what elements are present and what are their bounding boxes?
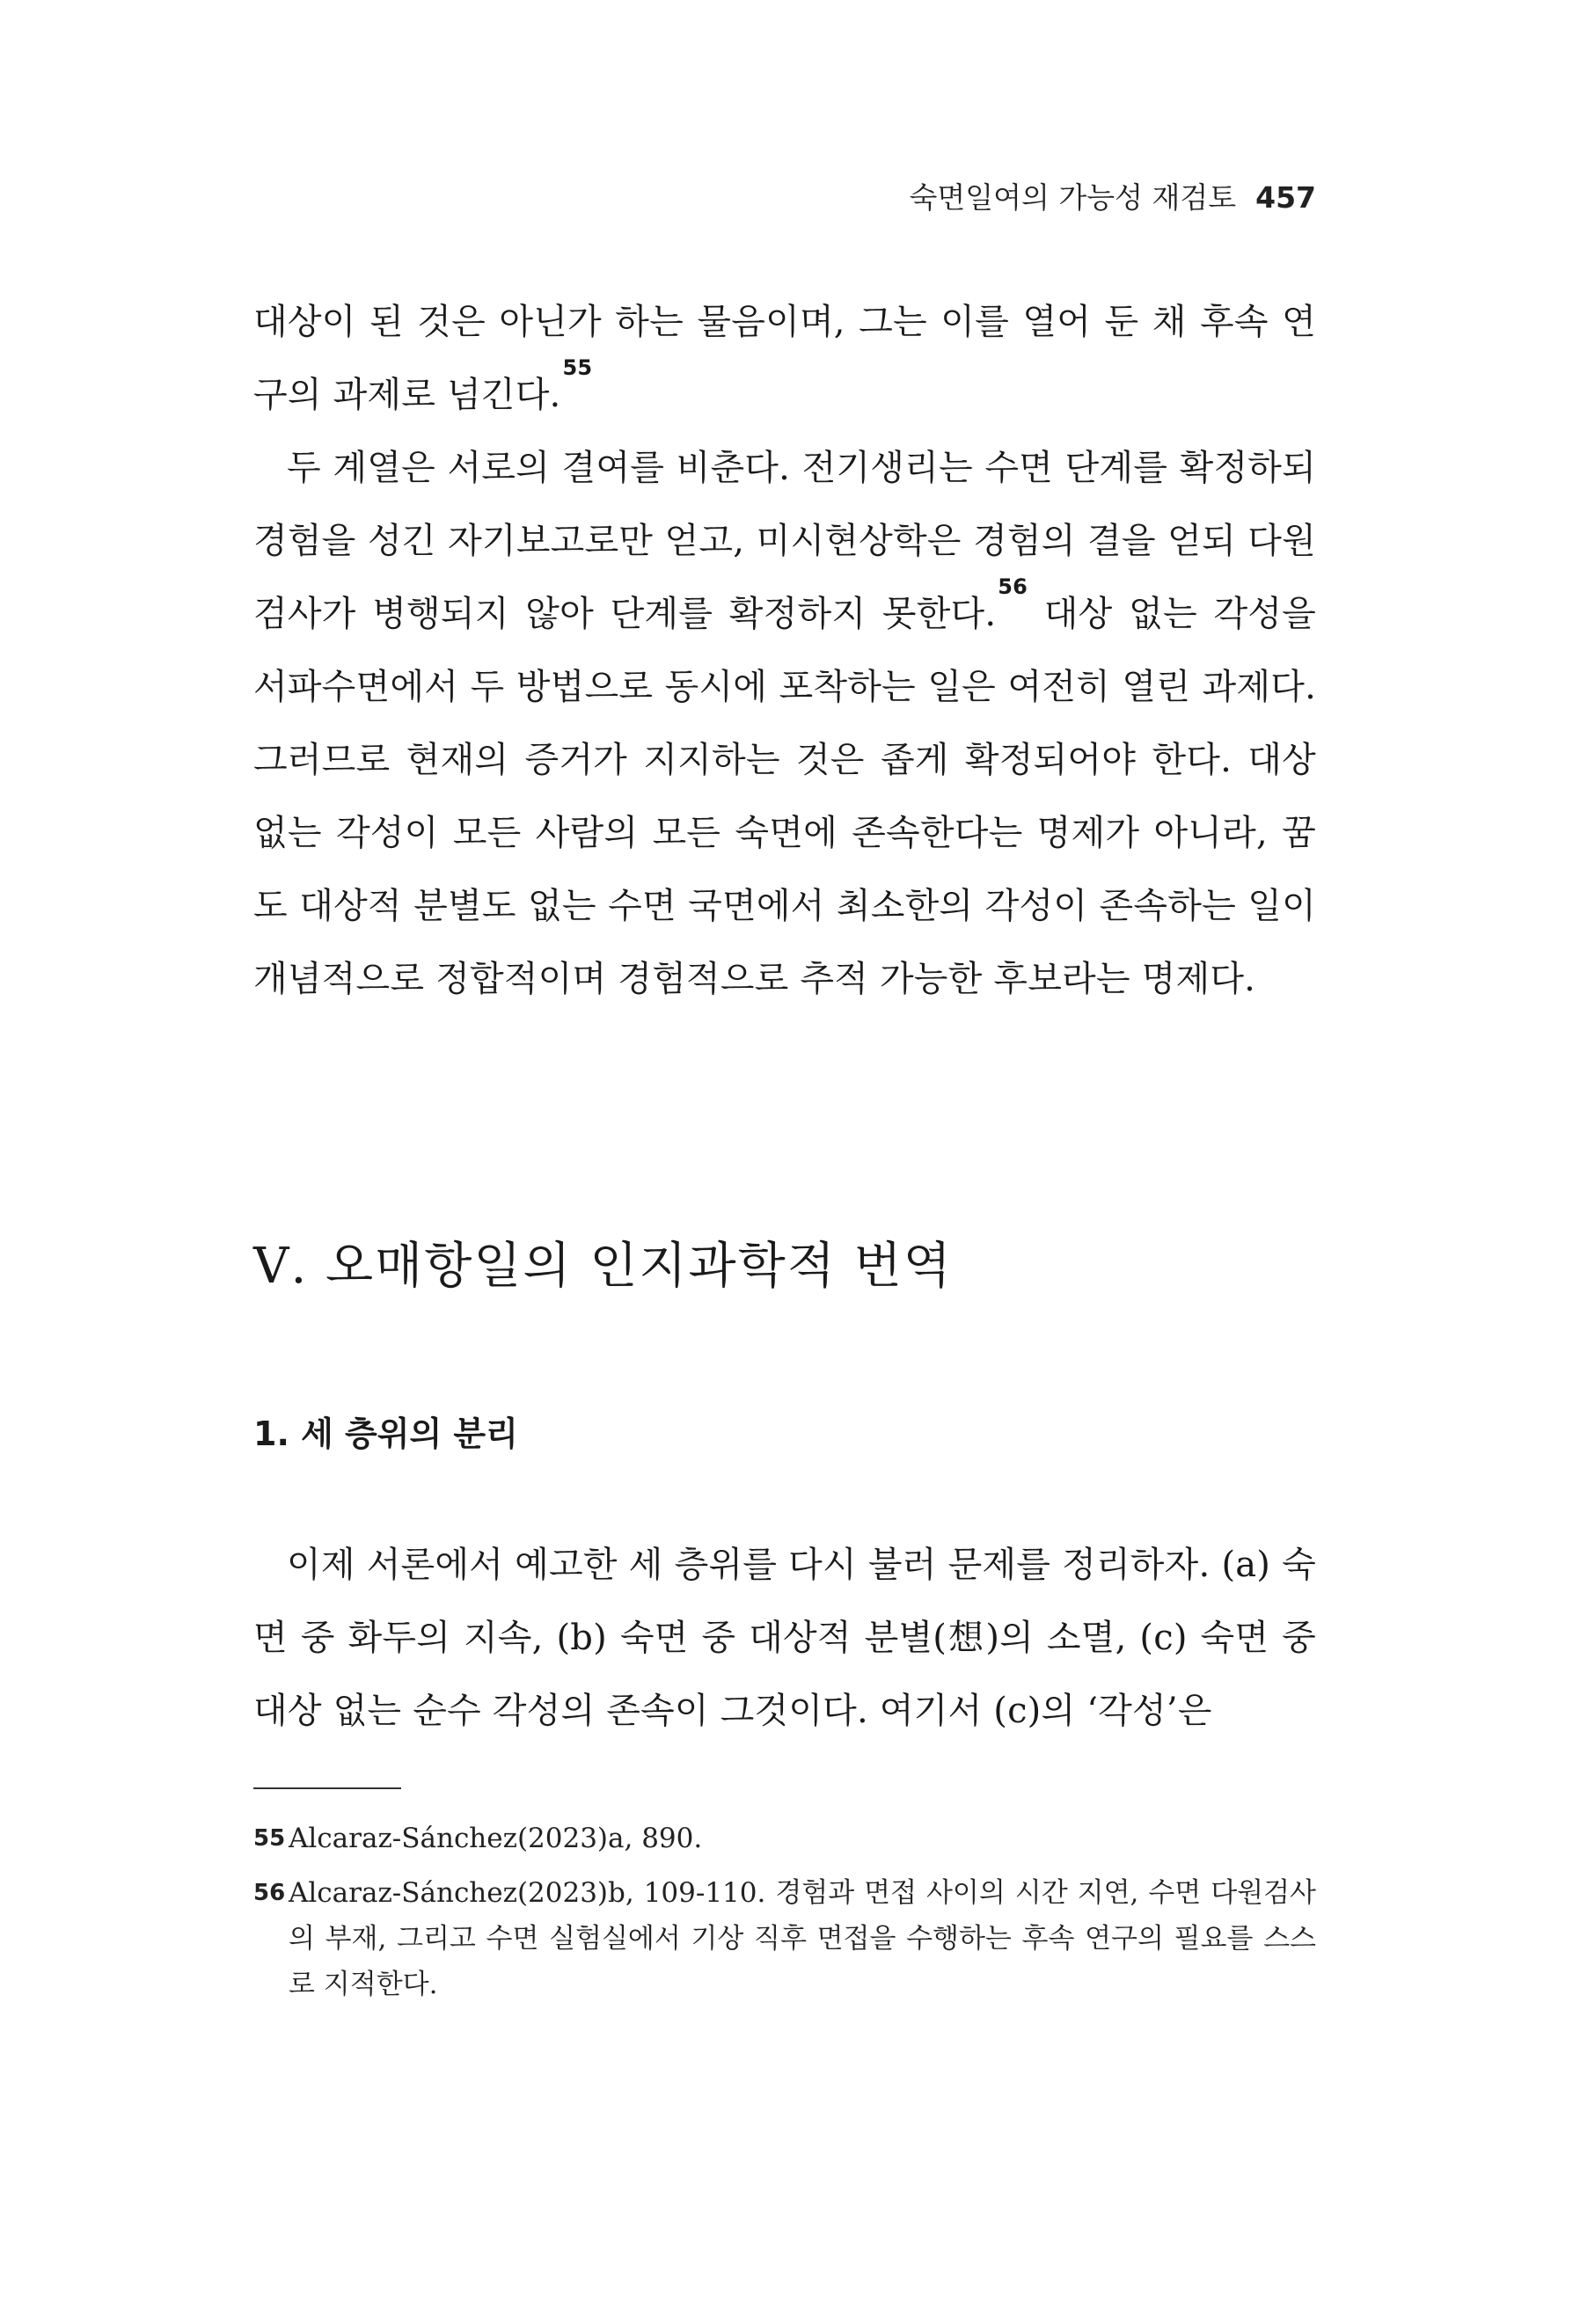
running-head	[253, 176, 1316, 220]
section-heading: Ⅴ. 오매항일의 인지과학적 번역	[253, 1238, 953, 1295]
paragraph-text: 이제 서론에서 예고한 세 층위를 다시 불러 문제를 정리하자. (a) 숙면 중 화두의 지속, (b) 숙면 중 대상적 분별(想)의 소멸, (c) 숙면 중 대상 없는 순수 각성의 존속이 그것이다. 여기서 (c)의 ‘각성’은	[253, 1545, 1316, 1731]
paragraph-text: 대상이 된 것은 아닌가 하는 물음이며, 그는 이를 열어 둔 채 후속 연구의 과제로 넘긴다.	[253, 302, 1316, 415]
footnote-ref-56[interactable]: 56	[998, 574, 1028, 599]
footnote-56	[253, 1870, 1316, 2007]
footnote-list	[253, 1816, 1316, 2016]
footnote-ref-55[interactable]: 55	[562, 355, 593, 380]
paragraph-continuation	[253, 286, 1316, 432]
footnote-number: 55	[253, 1825, 286, 1852]
running-head-title: 숙면일여의 가능성 재검토	[909, 180, 1237, 215]
footnote-number: 56	[253, 1880, 286, 1906]
footnote-text: Alcaraz-Sánchez(2023)a, 890.	[289, 1823, 703, 1854]
paragraph-two-series	[253, 432, 1316, 1016]
footnote-divider	[253, 1787, 401, 1789]
page-number: 457	[1255, 180, 1316, 215]
footnote-text: Alcaraz-Sánchez(2023)b, 109-110. 경험과 면접 사이의 시간 지연, 수면 다원검사의 부재, 그리고 수면 실험실에서 기상 직후 면접을 수행하는 후속 연구의 필요를 스스로 지적한다.	[289, 1877, 1316, 2000]
paragraph-text-after-ref: 대상 없는 각성을 서파수면에서 두 방법으로 동시에 포착하는 일은 여전히 열린 과제다. 그러므로 현재의 증거가 지지하는 것은 좁게 확정되어야 한다. 대상 없는 각성이 모든 사람의 모든 숙면에 존속한다는 명제가 아니라, 꿈도 대상적 분별도 없는 수면 국면에서 최소한의 각성이 존속하는 일이 개념적으로 정합적이며 경험적으로 추적 가능한 후보라는 명제다.	[253, 594, 1317, 999]
paragraph-three-levels	[253, 1529, 1316, 1748]
paragraph-text-before-ref: 두 계열은 서로의 결여를 비춘다. 전기생리는 수면 단계를 확정하되 경험을 성긴 자기보고로만 얻고, 미시현상학은 경험의 결을 얻되 다원검사가 병행되지 않아 단계를 확정하지 못한다.	[253, 448, 1316, 634]
sub-heading: 1. 세 층위의 분리	[253, 1414, 518, 1453]
footnote-55	[253, 1816, 1316, 1861]
